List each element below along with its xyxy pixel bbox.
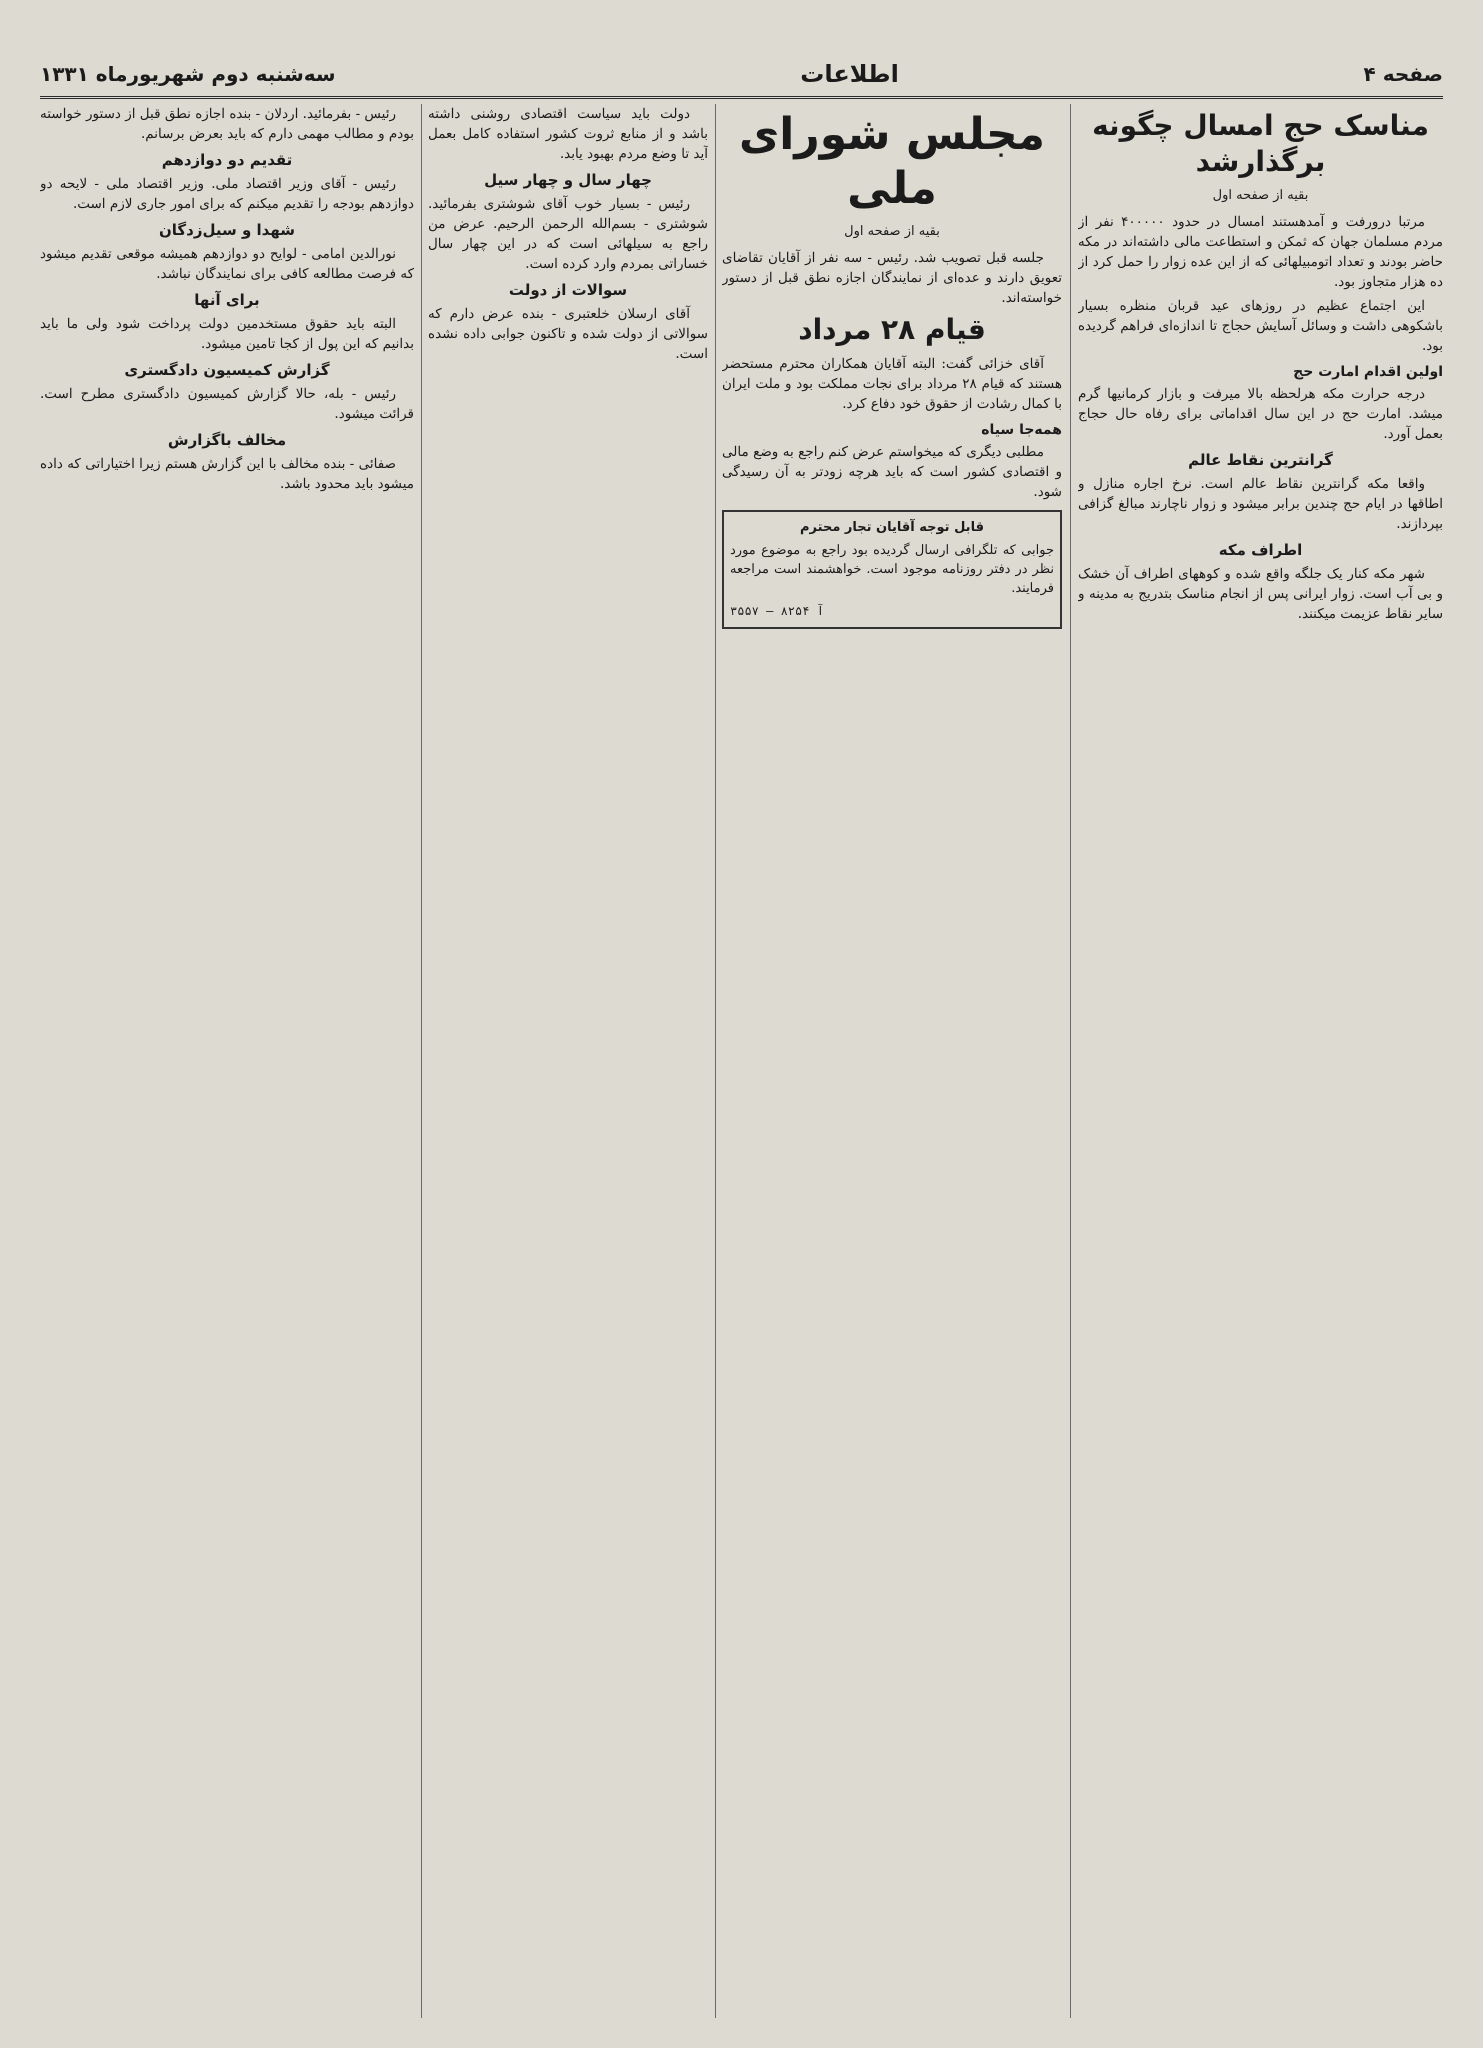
majlis-paragraph: جلسه قبل تصویب شد. رئیس - سه نفر از آقایان تقاضای تعویق دارند و عده‌ای از نمایندگان اجازه نطق قبل از دستور خواسته‌اند. bbox=[722, 250, 1062, 306]
notice-ref: ۳۵۵۷ — ۸۲۵۴ آ bbox=[730, 604, 824, 618]
column-middle bbox=[428, 104, 708, 2018]
left-paragraph: رئیس - بله، حالا گزارش کمیسیون دادگستری مطرح است. قرائت میشود. bbox=[40, 386, 414, 422]
middle-paragraph: آقای ارسلان خلعتبری - بنده عرض دارم که سوالاتی از دولت شده و تاکنون جوابی داده نشده است. bbox=[428, 306, 708, 362]
majlis-subhead: قیام ۲۸ مرداد bbox=[798, 313, 986, 346]
left-paragraph: صفائی - بنده مخالف با این گزارش هستم زیرا اختیاراتی که داده میشود باید محدود باشد. bbox=[40, 456, 414, 492]
hajj-paragraph: این اجتماع عظیم در روزهای عید قربان منظره بسیار باشکوهی داشت و وسائل آسایش حجاج تا اندازه‌ای فراهم گردیده بود. bbox=[1078, 298, 1443, 354]
masthead bbox=[40, 52, 1443, 99]
left-paragraph: نورالدین امامی - لوایح دو دوازدهم همیشه موقعی تقدیم میشود که فرصت مطالعه کافی برای نمایندگان نباشد. bbox=[40, 246, 414, 282]
hajj-paragraph: مرتبا درورفت و آمدهستند امسال در حدود ۴۰۰۰۰۰ نفر از مردم مسلمان جهان که ثمکن و استطاعت مالی داشته‌اند در مکه حاضر بودند و تعداد اتومبیلهائی که از این عده زوار را حمل کرد از ده هزار متجاوز بود. bbox=[1078, 214, 1443, 290]
hajj-subhead: گرانترین نقاط عالم bbox=[1188, 451, 1333, 469]
majlis-subhead: همه‌جا سیاه bbox=[981, 422, 1062, 438]
majlis-paragraph: مطلبی دیگری که میخواستم عرض کنم راجع به وضع مالی و اقتصادی کشور است که باید هرچه زودتر به آن رسیدگی شود. bbox=[722, 444, 1062, 500]
hajj-paragraph: واقعا مکه گرانترین نقاط عالم است. نرخ اجاره منازل و اطاقها در ایام حج چندین برابر میشود و زوار ناچارند مبالغ گزافی بپردازند. bbox=[1078, 476, 1443, 532]
left-subhead: برای آنها bbox=[194, 291, 260, 309]
hajj-headline: مناسک حج امسال چگونه برگذارشد bbox=[1092, 109, 1429, 178]
left-paragraph: رئیس - بفرمائید. اردلان - بنده اجازه نطق قبل از دستور خواسته بودم و مطالب مهمی دارم که باید بعرض برسانم. bbox=[40, 106, 414, 142]
paper-name: اطلاعات bbox=[800, 60, 899, 88]
middle-paragraph: دولت باید سیاست اقتصادی روشنی داشته باشد و از منابع ثروت کشور استفاده کامل بعمل آید تا وضع مردم بهبود یابد. bbox=[428, 106, 708, 162]
left-subhead: مخالف باگزارش bbox=[167, 431, 287, 449]
page-number: صفحه ۴ bbox=[1363, 62, 1443, 86]
column-divider bbox=[1070, 104, 1071, 2018]
column-divider bbox=[715, 104, 716, 2018]
left-subhead: تقدیم دو دوازدهم bbox=[161, 151, 293, 169]
majlis-paragraph: آقای خزائی گفت: البته آقایان همکاران محترم مستحضر هستند که قیام ۲۸ مرداد برای نجات مملکت بود و ملت ایران با کمال رشادت از حقوق خود دفاع کرد. bbox=[722, 356, 1062, 412]
hajj-paragraph: درجه حرارت مکه هرلحظه بالا میرفت و بازار کرمانیها گرم میشد. امارت حج در این سال اقداماتی برای رفاه حال حجاج بعمل آورد. bbox=[1078, 386, 1443, 442]
notice-title: قابل توجه آقایان تجار محترم bbox=[800, 520, 984, 535]
left-paragraph: البته باید حقوق مستخدمین دولت پرداخت شود ولی ما باید بدانیم که این پول از کجا تامین میشود. bbox=[40, 316, 414, 352]
left-paragraph: رئیس - آقای وزیر اقتصاد ملی. وزیر اقتصاد ملی - لایحه دو دوازدهم بودجه را تقدیم میکنم که برای امور جاری لازم است. bbox=[40, 176, 414, 212]
left-subhead: شهدا و سیل‌زدگان bbox=[159, 221, 295, 239]
issue-date: سه‌شنبه دوم شهریورماه ۱۳۳۱ bbox=[40, 62, 336, 86]
middle-subhead: سوالات از دولت bbox=[508, 281, 628, 299]
column-divider bbox=[421, 104, 422, 2018]
middle-paragraph: رئیس - بسیار خوب آقای شوشتری بفرمائید. شوشتری - بسم‌الله الرحمن الرحیم. عرض من راجع به سیلهائی است که در این چهار سال خساراتی بمردم وارد کرده است. bbox=[428, 196, 708, 272]
column-left bbox=[40, 104, 414, 2018]
middle-subhead: چهار سال و چهار سیل bbox=[484, 171, 652, 189]
notice-text: جوابی که تلگرافی ارسال گردیده بود راجع به موضوع مورد نظر در دفتر روزنامه موجود است. خواهشمند است مراجعه فرمایند. bbox=[730, 543, 1054, 596]
column-hajj bbox=[1078, 104, 1443, 2018]
notice-box bbox=[722, 510, 1062, 629]
hajj-kicker: بقیه از صفحه اول bbox=[1212, 188, 1309, 203]
majlis-kicker: بقیه از صفحه اول bbox=[844, 224, 940, 239]
column-majlis bbox=[722, 104, 1062, 2018]
left-subhead: گزارش کمیسیون دادگستری bbox=[124, 361, 330, 379]
hajj-paragraph: شهر مکه کنار یک جلگه واقع شده و کوههای اطراف آن خشک و بی آب است. زوار ایرانی پس از انجام مناسک بتدریج به مدینه و سایر نقاط عزیمت میکنند. bbox=[1078, 566, 1443, 622]
hajj-subhead: اطراف مکه bbox=[1218, 541, 1303, 559]
majlis-headline: مجلس شورای ملی bbox=[738, 109, 1046, 214]
hajj-subhead: اولین اقدام امارت حج bbox=[1293, 364, 1443, 380]
